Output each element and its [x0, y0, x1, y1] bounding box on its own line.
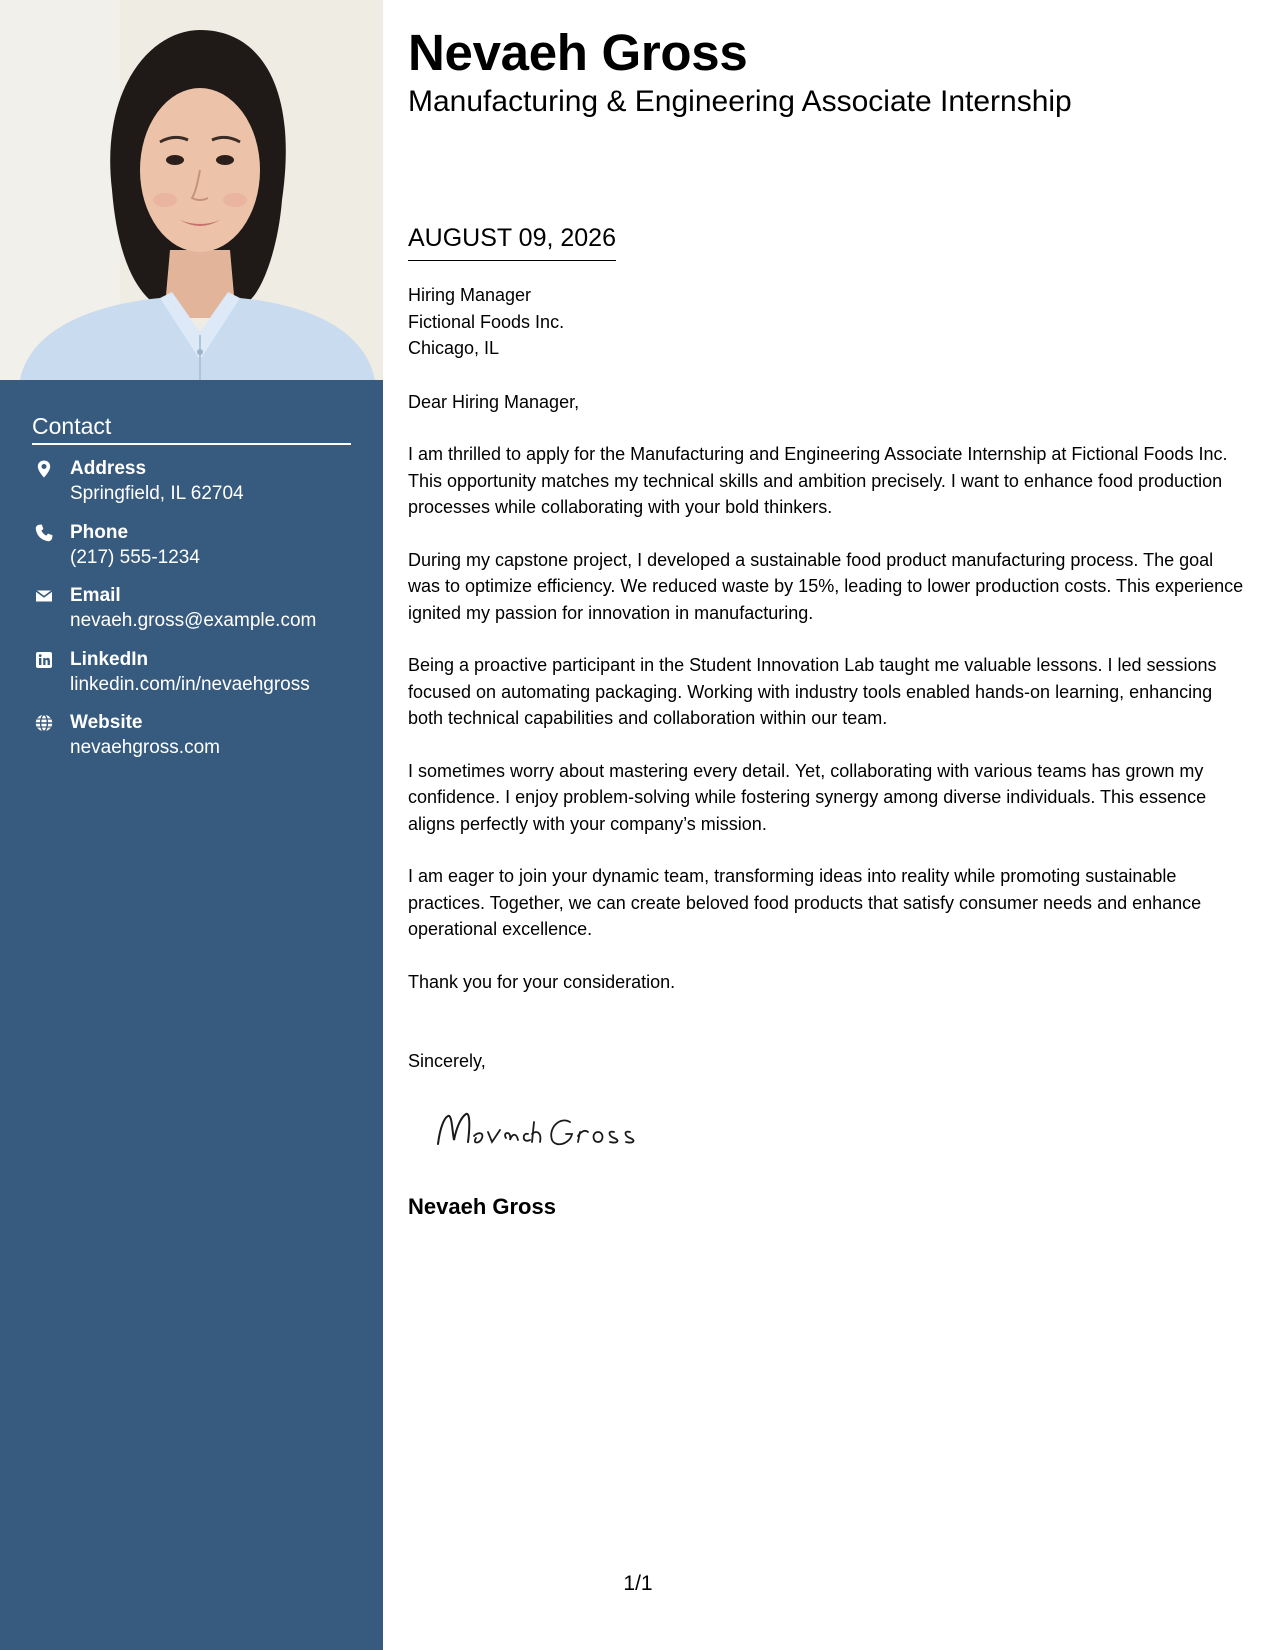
- contact-heading: Contact: [32, 414, 351, 445]
- recipient-line: Chicago, IL: [408, 338, 500, 358]
- signer-name: Nevaeh Gross: [408, 1194, 556, 1219]
- body-paragraph: I am eager to join your dynamic team, transforming ideas into reality while promoting sustainable practices. Together, we can create beloved food products that satisfy consumer needs and enhance operational excellence.: [408, 866, 1202, 939]
- body-paragraph: I am thrilled to apply for the Manufacturing and Engineering Associate Internship at Fictional Foods Inc. This opportunity matches my technical skills and ambition precisely. I want to enhance food production processes while collaborating with your bold thinkers.: [408, 444, 1228, 517]
- closing: Sincerely,: [408, 1051, 486, 1071]
- applicant-role: Manufacturing & Engineering Associate Internship: [408, 85, 1072, 118]
- page-number: 1/1: [623, 1572, 653, 1595]
- contact-label: Email: [70, 585, 121, 606]
- website-link[interactable]: nevaehgross.com: [70, 737, 220, 758]
- profile-photo: [0, 0, 383, 380]
- email-link[interactable]: nevaeh.gross@example.com: [70, 610, 317, 631]
- phone-value: (217) 555-1234: [70, 546, 200, 568]
- recipient-line: Fictional Foods Inc.: [408, 311, 565, 332]
- letter-body: [408, 441, 1250, 1021]
- profile-photo-illustration: [0, 0, 383, 380]
- recipient-block: [408, 282, 564, 362]
- salutation: Dear Hiring Manager,: [408, 392, 580, 412]
- address-value: Springfield, IL 62704: [70, 483, 244, 504]
- contact-label: Address: [70, 458, 147, 479]
- handwritten-signature: [430, 1100, 670, 1160]
- envelope-icon: [34, 586, 54, 606]
- contact-item-email: [32, 583, 362, 647]
- contact-item-website: [32, 710, 362, 774]
- contact-label: Website: [70, 712, 143, 733]
- body-paragraph: During my capstone project, I developed a sustainable food product manufacturing process. The goal was to optimize efficiency. We reduced waste by 15%, leading to lower production costs. This experience ignited my passion for innovation in manufacturing.: [408, 549, 1244, 623]
- globe-icon: [34, 713, 54, 733]
- contact-item-phone: [32, 520, 362, 584]
- linkedin-icon: [34, 650, 54, 670]
- applicant-name: Nevaeh Gross: [408, 24, 748, 81]
- contact-list: [32, 456, 362, 774]
- body-paragraph: Thank you for your consideration.: [408, 971, 676, 992]
- contact-item-linkedin: [32, 647, 362, 711]
- recipient-line: Hiring Manager: [408, 285, 532, 305]
- contact-item-address: [32, 456, 362, 520]
- linkedin-link[interactable]: linkedin.com/in/nevaehgross: [70, 673, 310, 695]
- body-paragraph: Being a proactive participant in the Student Innovation Lab taught me valuable lessons. I led sessions focused on automating packaging. Working with industry tools enabled hands-on learning, enhancing both technical capabilities and collaboration within our team.: [408, 655, 1217, 728]
- sidebar: [0, 0, 383, 1650]
- location-pin-icon: [34, 459, 54, 479]
- contact-label: Phone: [70, 521, 129, 543]
- phone-icon: [34, 523, 54, 543]
- contact-label: LinkedIn: [70, 648, 149, 670]
- letter-date: AUGUST 09, 2026: [408, 222, 616, 261]
- body-paragraph: I sometimes worry about mastering every detail. Yet, collaborating with various teams has grown my confidence. I enjoy problem-solving while fostering synergy among diverse individuals. This essence aligns perfectly with your company’s mission.: [408, 760, 1207, 834]
